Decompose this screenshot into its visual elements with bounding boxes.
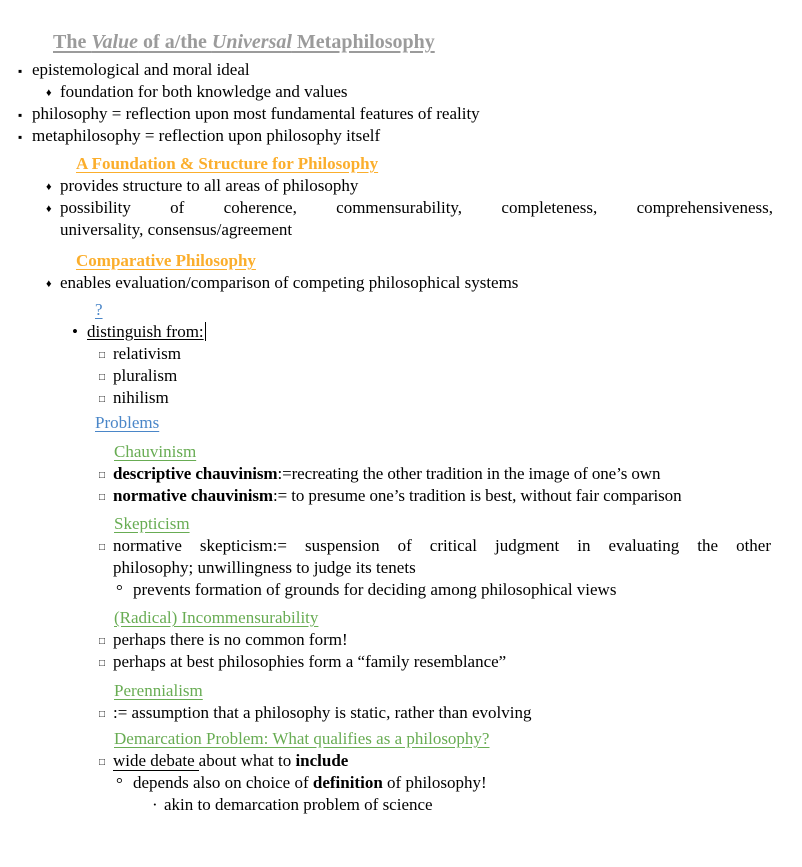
bold-text: definition xyxy=(312,773,383,792)
item-text: metaphilosophy = reflection upon philosophy itself xyxy=(32,126,381,145)
diamond-bullet-icon: ♦ xyxy=(46,181,52,193)
section-heading-incommensurability: (Radical) Incommensurability xyxy=(114,608,319,627)
open-square-bullet-icon: □ xyxy=(99,492,105,503)
item-text: nihilism xyxy=(113,388,169,407)
title-italic-universal: Universal xyxy=(211,31,292,53)
item-text: about what to xyxy=(198,751,296,770)
item-text: :=recreating the other tradition in the image of one’s own xyxy=(277,464,661,483)
diamond-bullet-icon: ♦ xyxy=(46,278,52,290)
section-heading-foundation: A Foundation & Structure for Philosophy xyxy=(76,154,379,173)
middot-bullet-icon: · xyxy=(152,795,158,814)
degree-bullet-icon: ° xyxy=(116,581,123,600)
item-text: := assumption that a philosophy is static, rather than evolving xyxy=(113,703,532,722)
item-text: prevents formation of grounds for deciding among philosophical views xyxy=(133,580,617,599)
section-heading-comparative: Comparative Philosophy xyxy=(76,251,256,270)
bullet-item-akin xyxy=(0,794,802,816)
bullet-item-metaphilosophy-def xyxy=(0,125,802,147)
bullet-item-relativism xyxy=(0,343,802,365)
item-text: := to presume one’s tradition is best, without fair comparison xyxy=(272,486,682,505)
bullet-item-possibility xyxy=(0,197,802,241)
square-bullet-icon: ▪ xyxy=(18,130,23,144)
item-text: provides structure to all areas of philosophy xyxy=(60,176,359,195)
square-bullet-icon: ▪ xyxy=(18,64,23,78)
open-square-bullet-icon: □ xyxy=(99,542,106,553)
open-square-bullet-icon: □ xyxy=(99,658,106,669)
item-text: enables evaluation/comparison of competing philosophical systems xyxy=(60,273,519,292)
bullet-item-normative-skepticism xyxy=(0,535,802,579)
item-text-line1: possibility of coherence, commensurability, completeness, comprehensiveness, xyxy=(60,198,773,217)
bullet-item-enables xyxy=(0,272,802,294)
title-text: of a/the xyxy=(138,31,212,53)
section-heading-problems: Problems xyxy=(95,413,160,432)
item-text: perhaps there is no common form! xyxy=(113,630,348,649)
bullet-item-descriptive-chauvinism xyxy=(0,463,802,485)
open-square-bullet-icon: □ xyxy=(99,470,105,481)
section-heading-demarcation: Demarcation Problem: What qualifies as a philosophy? xyxy=(114,729,490,748)
section-heading-question: ? xyxy=(95,300,103,319)
item-text: akin to demarcation problem of science xyxy=(164,795,433,814)
bullet-item-foundation xyxy=(0,81,802,103)
bullet-item-depends xyxy=(0,772,802,794)
diamond-bullet-icon: ♦ xyxy=(46,203,52,215)
degree-bullet-icon: ° xyxy=(116,774,123,793)
bullet-item-prevents xyxy=(0,579,802,601)
bullet-item-nihilism xyxy=(0,387,802,409)
open-square-bullet-icon: □ xyxy=(99,636,106,647)
section-heading-perennialism: Perennialism xyxy=(114,681,203,700)
page-title xyxy=(53,30,802,55)
section-heading-skepticism: Skepticism xyxy=(114,514,190,533)
bullet-item-provides xyxy=(0,175,802,197)
item-text-line2: universality, consensus/agreement xyxy=(60,220,293,239)
item-text: depends also on choice of xyxy=(133,773,313,792)
open-square-bullet-icon: □ xyxy=(99,709,106,720)
title-italic-value: Value xyxy=(91,31,139,53)
bullet-item-normative-chauvinism xyxy=(0,485,802,507)
item-text-line1: normative skepticism:= suspension of critical judgment in evaluating the other xyxy=(113,536,771,555)
open-square-bullet-icon: □ xyxy=(99,350,106,361)
item-text-line2: philosophy; unwillingness to judge its tenets xyxy=(113,558,416,577)
title-text: The xyxy=(53,31,92,53)
bullet-item-pluralism xyxy=(0,365,802,387)
item-text: philosophy = reflection upon most fundamental features of reality xyxy=(32,104,480,123)
bullet-item-philosophy-def xyxy=(0,103,802,125)
bold-text: include xyxy=(295,751,349,770)
term-text: descriptive chauvinism xyxy=(113,464,278,483)
open-square-bullet-icon: □ xyxy=(99,757,106,768)
title-text: Metaphilosophy xyxy=(291,31,435,53)
bullet-item-distinguish xyxy=(0,321,802,343)
bullet-item-family-resemblance xyxy=(0,651,802,673)
item-text: distinguish from: xyxy=(87,322,204,341)
item-text: perhaps at best philosophies form a “family resemblance” xyxy=(113,652,507,671)
item-text: of philosophy! xyxy=(382,773,487,792)
open-square-bullet-icon: □ xyxy=(99,394,106,405)
item-text: relativism xyxy=(113,344,181,363)
bullet-item-static-assumption xyxy=(0,702,802,724)
bullet-item-ideal xyxy=(0,59,802,81)
item-text: pluralism xyxy=(113,366,178,385)
bullet-item-no-common-form xyxy=(0,629,802,651)
underlined-text: wide debate xyxy=(113,751,199,771)
item-text: epistemological and moral ideal xyxy=(32,60,250,79)
diamond-bullet-icon: ♦ xyxy=(46,87,52,99)
text-cursor xyxy=(205,322,206,341)
dot-bullet-icon: • xyxy=(72,322,78,341)
item-text: foundation for both knowledge and values xyxy=(60,82,348,101)
section-heading-chauvinism: Chauvinism xyxy=(114,442,197,461)
bullet-item-wide-debate xyxy=(0,750,802,772)
open-square-bullet-icon: □ xyxy=(99,372,106,383)
term-text: normative chauvinism xyxy=(113,486,273,505)
square-bullet-icon: ▪ xyxy=(18,108,23,122)
